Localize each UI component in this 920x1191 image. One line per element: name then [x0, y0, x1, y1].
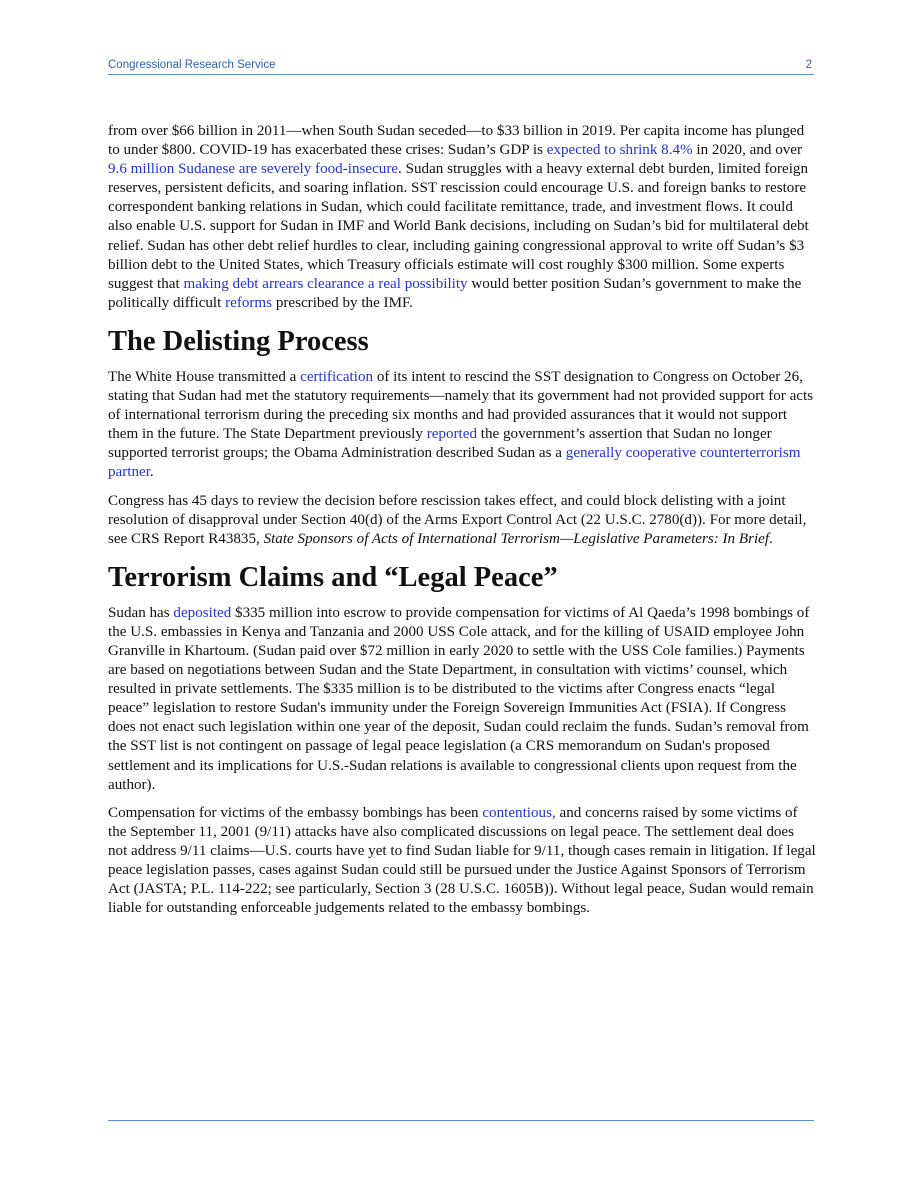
link-reported[interactable]: reported: [426, 426, 477, 443]
text-run: and concerns raised by some victims of the September 11, 2001 (9/11) attacks have also complicated discussions on legal peace. The settlement deal does not address 9/11 claims—U.S. courts have yet to find Sudan liable for 9/11, though cases remain in litigation. If legal peace legislation passes, cases against Sudan could still be pursued under the Justice Against Sponsors of Terrorism Act (JASTA; P.L. 114-222; see particularly, Section 3 (28 U.S.C. 1605B)). Without legal peace, Sudan would remain liable for outstanding enforceable judgements related to the embassy bombings.: [108, 804, 816, 917]
paragraph-congress-review: [108, 492, 816, 549]
paragraph-certification: [108, 368, 816, 483]
text-run: prescribed by the IMF.: [272, 294, 413, 311]
text-run: The White House transmitted a: [108, 368, 301, 385]
text-run: from over $66 billion in 2011—when South Sudan seceded—to $33 billion in 2019. Per capita income has plunged to under $800. COVID-19 has exacerbated these crises: Sudan’s GDP is: [108, 123, 805, 159]
paragraph-economy: [108, 122, 816, 313]
text-run: of its intent to rescind the SST designation to Congress on October 26, stating that Sudan had met the statutory requirements—namely that its government had not provided support for acts of international terrorism during the preceding six months and had provided assurances that it would not support them in the future. The State Department previously: [108, 368, 814, 443]
report-title: State Sponsors of Acts of International Terrorism—Legislative Parameters: In Brief: [263, 530, 770, 547]
paragraph-compensation: [108, 804, 816, 919]
link-certification[interactable]: certification: [300, 368, 374, 385]
link-contentious[interactable]: contentious,: [482, 804, 556, 821]
text-run: .: [769, 530, 773, 547]
text-run: would better position Sudan’s government to make the politically difficult: [108, 275, 802, 311]
text-run: .: [149, 464, 154, 481]
running-header: [108, 57, 814, 75]
page-number: 2: [805, 59, 812, 71]
link-reforms[interactable]: reforms: [225, 294, 273, 311]
text-run: Compensation for victims of the embassy bombings has been: [108, 804, 483, 821]
link-food-insecure[interactable]: 9.6 million Sudanese are severely food-insecure: [108, 161, 399, 178]
heading-delisting-process: The Delisting Process: [108, 325, 369, 357]
paragraph-escrow: [108, 604, 816, 795]
header-source: Congressional Research Service: [108, 59, 276, 71]
text-run: the government’s assertion that Sudan no longer supported terrorist groups; the Obama Administration described Sudan as a: [108, 426, 772, 462]
text-run: . Sudan struggles with a heavy external debt burden, limited foreign reserves, persistent deficits, and soaring inflation. SST rescission could encourage U.S. and foreign banks to restore correspondent banking relations in Sudan, which could facilitate remittance, trade, and investment flows. It could also enable U.S. support for Sudan in IMF and World Bank decisions, including on Sudan’s bid for multilateral debt relief. Sudan has other debt relief hurdles to clear, including gaining congressional approval to write off Sudan’s $3 billion debt to the United States, which Treasury officials estimate will cost roughly $300 million. Some experts suggest that: [108, 161, 809, 292]
footer-divider: [108, 1120, 814, 1121]
link-debt-arrears-clearance[interactable]: making debt arrears clearance a real possibility: [183, 275, 468, 292]
text-run: Congress has 45 days to review the decision before rescission takes effect, and could block delisting with a joint resolution of disapproval under Section 40(d) of the Arms Export Control Act (22 U.S.C. 2780(d)). For more detail, see CRS Report R43835,: [108, 492, 807, 547]
link-counterterrorism-partner[interactable]: generally cooperative counterterrorism partner: [108, 445, 801, 481]
link-expected-to-shrink[interactable]: expected to shrink 8.4%: [546, 142, 693, 159]
text-run: in 2020, and over: [692, 142, 803, 159]
text-run: $335 million into escrow to provide compensation for victims of Al Qaeda’s 1998 bombings of the U.S. embassies in Kenya and Tanzania and 2000 USS Cole attack, and for the killing of USAID employee John Granville in Khartoum. (Sudan paid over $72 million in early 2020 to settle with the USS Cole families.) Payments are based on negotiations between Sudan and the State Department, in consultation with victims’ counsel, which resulted in private settlements. The $335 million is to be distributed to the victims after Congress enacts “legal peace” legislation to restore Sudan's immunity under the Foreign Sovereign Immunities Act (FSIA). If Congress does not enact such legislation within one year of the deposit, Sudan could reclaim the funds. Sudan’s removal from the SST list is not contingent on passage of legal peace legislation (a CRS memorandum on Sudan's proposed settlement and its implications for U.S.-Sudan relations is available to congressional clients upon request from the author).: [108, 604, 810, 793]
link-deposited[interactable]: deposited: [173, 604, 232, 621]
text-run: Sudan has: [108, 604, 174, 621]
body-text: [108, 122, 816, 927]
heading-terrorism-claims: Terrorism Claims and “Legal Peace”: [108, 561, 558, 593]
